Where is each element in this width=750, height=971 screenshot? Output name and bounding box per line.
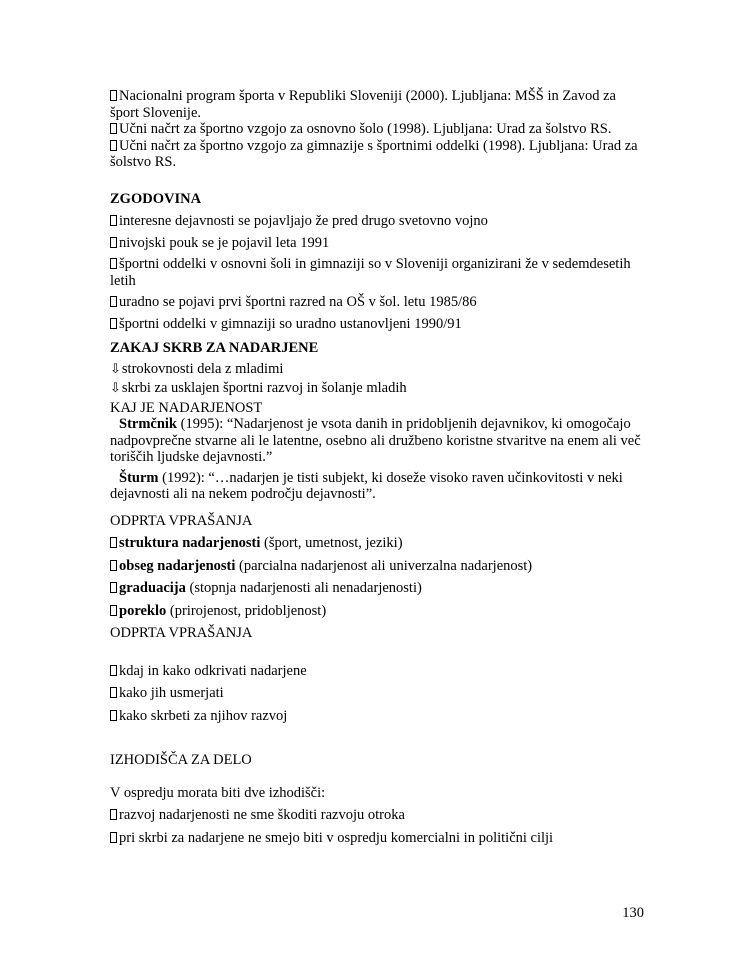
- page-content: [110, 88, 644, 852]
- odprta-vprasanja-section: [110, 513, 644, 725]
- reference-text: Nacionalni program športa v Republiki Sloveniji (2000). Ljubljana: MŠŠ in Zavod za šport Slovenije.: [110, 88, 616, 121]
- quote-author: Šturm: [119, 469, 159, 486]
- box-bullet-icon: [110, 665, 117, 676]
- box-bullet-icon: [110, 582, 117, 593]
- list-item-text: pri skrbi za nadarjene ne smejo biti v ospredju komercialni in politični cilji: [119, 829, 554, 846]
- reference-item: [110, 138, 644, 171]
- list-item: [110, 663, 644, 680]
- box-bullet-icon: [110, 710, 117, 721]
- list-item: [110, 294, 644, 311]
- box-bullet-icon: [110, 560, 117, 571]
- box-bullet-icon: [110, 605, 117, 616]
- list-item: [110, 580, 644, 597]
- list-item: [110, 685, 644, 702]
- list-item-text: športni oddelki v gimnaziji so uradno ustanovljeni 1990/91: [119, 315, 462, 332]
- box-bullet-icon: [110, 318, 117, 329]
- list-item-lead: obseg nadarjenosti: [119, 557, 236, 574]
- reference-text: Učni načrt za športno vzgojo za osnovno šolo (1998). Ljubljana: Urad za šolstvo RS.: [119, 121, 612, 137]
- list-item-text: interesne dejavnosti se pojavljajo že pred drugo svetovno vojno: [119, 213, 488, 229]
- zakaj-section: [110, 340, 644, 503]
- zgodovina-heading: ZGODOVINA: [110, 190, 202, 207]
- kaj-je-nadarjenost-subheading: KAJ JE NADARJENOST: [110, 399, 263, 416]
- list-item-text: kako jih usmerjati: [119, 685, 224, 701]
- down-arrow-icon: ⇩: [110, 381, 121, 396]
- odprta-heading: ODPRTA VPRAŠANJA: [110, 512, 253, 529]
- quote-paragraph: [110, 416, 644, 466]
- list-item-text: (prirojenost, pridobljenost): [166, 602, 327, 619]
- reference-text: Učni načrt za športno vzgojo za gimnazije s športnimi oddelki (1998). Ljubljana: Urad za šolstvo RS.: [110, 137, 638, 170]
- down-arrow-icon: ⇩: [110, 361, 121, 377]
- odprta-heading-repeat: ODPRTA VPRAŠANJA: [110, 625, 253, 641]
- box-bullet-icon: [110, 140, 117, 151]
- list-item: [110, 535, 644, 552]
- quote-author: Strmčnik: [119, 416, 177, 432]
- box-bullet-icon: [110, 123, 117, 134]
- arrow-item-text: strokovnosti dela z mladimi: [121, 360, 284, 377]
- izhodisca-heading: IZHODIŠČA ZA DELO: [110, 752, 252, 768]
- list-item: [110, 807, 644, 824]
- page-number: 130: [622, 905, 644, 921]
- list-item-text: uradno se pojavi prvi športni razred na OŠ v šol. letu 1985/86: [119, 294, 477, 310]
- box-bullet-icon: [110, 90, 117, 101]
- quote-paragraph: [110, 470, 644, 503]
- list-item-text: (parcialna nadarjenost ali univerzalna nadarjenost): [235, 557, 533, 574]
- list-item-lead: struktura nadarjenosti: [119, 535, 261, 551]
- references-section: [110, 88, 644, 171]
- list-item-text: športni oddelki v osnovni šoli in gimnaziji so v Sloveniji organizirani že v sedemdesetih letih: [110, 256, 631, 289]
- list-item: [110, 213, 644, 230]
- box-bullet-icon: [110, 537, 117, 548]
- box-bullet-icon: [110, 258, 117, 269]
- box-bullet-icon: [110, 832, 117, 843]
- list-item: [110, 603, 644, 620]
- reference-item: [110, 88, 644, 121]
- list-item: [110, 830, 644, 847]
- box-bullet-icon: [110, 237, 117, 248]
- list-item-text: (šport, umetnost, jeziki): [260, 535, 403, 551]
- box-bullet-icon: [110, 215, 117, 226]
- list-item-text: kdaj in kako odkrivati nadarjene: [119, 662, 307, 679]
- list-item: [110, 558, 644, 575]
- zakaj-heading: ZAKAJ SKRB ZA NADARJENE: [110, 340, 319, 356]
- list-item-lead: graduacija: [119, 580, 186, 596]
- box-bullet-icon: [110, 687, 117, 698]
- list-item: [110, 235, 644, 252]
- izhodisca-intro: V ospredju morata biti dve izhodišči:: [110, 784, 326, 801]
- quote-text: (1992): “…nadarjen je tisti subjekt, ki doseže visoko raven učinkovitosti v neki dejavnosti ali na nekem področju dejavnosti”.: [110, 469, 623, 502]
- arrow-item: [110, 380, 644, 398]
- questions-block: [110, 663, 644, 725]
- list-item: [110, 708, 644, 725]
- quote-text: (1995): “Nadarjenost je vsota danih in pridobljenih dejavnikov, ki omogočajo nadpovprečne stvarne ali le latentne, osebno ali družbeno koristne stvaritve na enem ali več toriščih ljudske dejavnosti.”: [110, 416, 641, 465]
- box-bullet-icon: [110, 296, 117, 307]
- izhodisca-section: [110, 752, 644, 846]
- arrow-item-text: skrbi za usklajen športni razvoj in šolanje mladih: [121, 380, 407, 396]
- list-item-text: (stopnja nadarjenosti ali nenadarjenosti): [185, 580, 422, 596]
- reference-item: [110, 121, 644, 138]
- box-bullet-icon: [110, 809, 117, 820]
- list-item: [110, 316, 644, 333]
- list-item: [110, 256, 644, 289]
- list-item-text: razvoj nadarjenosti ne sme škoditi razvoju otroka: [119, 807, 405, 823]
- zgodovina-section: [110, 191, 644, 333]
- arrow-item: [110, 361, 644, 379]
- list-item-text: kako skrbeti za njihov razvoj: [119, 707, 288, 724]
- list-item-lead: poreklo: [119, 602, 167, 619]
- list-item-text: nivojski pouk se je pojavil leta 1991: [119, 234, 330, 251]
